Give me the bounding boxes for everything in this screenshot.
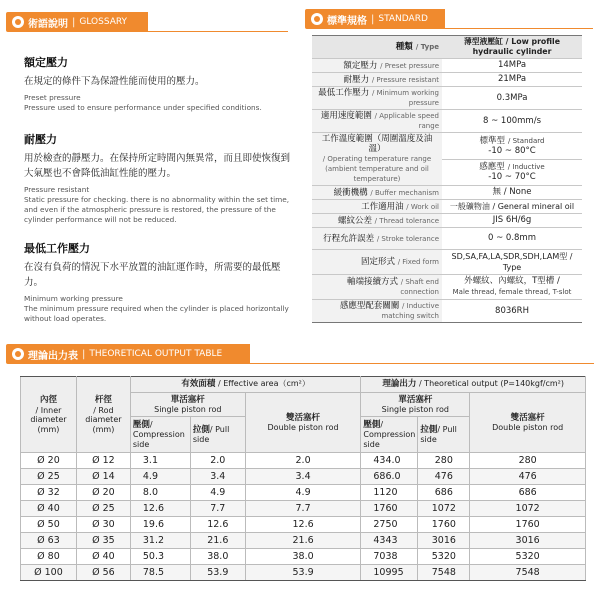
table-cell-a-pull: 3.4: [190, 469, 245, 485]
table-row: [312, 133, 582, 186]
table-cell-o-double: 7548: [470, 565, 586, 581]
table-row: [312, 214, 582, 228]
glossary-header: [6, 12, 148, 32]
table-row: [21, 501, 586, 517]
col-single-en: Single piston rod: [154, 405, 222, 414]
col-area-en: / Effective area（cm²）: [217, 379, 310, 389]
spec-key-zh: 感應型配套關關: [339, 301, 400, 311]
col-double-en: Double piston rod: [267, 423, 339, 432]
spec-key-zh: 工作溫度範圍（周圍溫度及油溫）: [321, 134, 433, 154]
col-area-double: [245, 393, 361, 453]
glossary-item-minimum-working-pressure: [24, 240, 294, 324]
col-single-en: Single piston rod: [381, 405, 449, 414]
table-cell-inner: Ø 63: [21, 533, 77, 549]
table-cell-o-pull: 3016: [418, 533, 470, 549]
table-cell-inner: Ø 25: [21, 469, 77, 485]
table-cell-a-pull: 38.0: [190, 549, 245, 565]
temp-label-zh: 感應型: [479, 161, 505, 172]
table-cell-o-pull: 5320: [418, 549, 470, 565]
table-cell-a-double: 2.0: [245, 453, 361, 469]
spec-key-en: / Work oil: [406, 202, 439, 211]
table-cell-o-comp: 2750: [361, 517, 418, 533]
col-pull-en: / Pull side: [192, 424, 230, 444]
standard-rule: [445, 28, 593, 29]
table-cell-o-comp: 434.0: [361, 453, 418, 469]
spec-key-zh: 螺紋公差: [337, 215, 372, 226]
table-cell-inner: Ø 50: [21, 517, 77, 533]
glossary-item-zh: 用於檢查的靜壓力。在保持所定時間內無異常，而且即使恢復到大氣壓也不會降低油缸性能的壓力。: [24, 153, 291, 179]
spec-key-en: / Stroke tolerance: [376, 234, 439, 243]
table-row: [21, 469, 586, 485]
spec-value: [442, 275, 582, 300]
glossary-item-en: [24, 93, 294, 113]
theoretical-output-table: [20, 376, 586, 581]
table-cell-a-pull: 2.0: [190, 453, 245, 469]
spec-value: 8036RH: [442, 300, 582, 323]
spec-key-zh: 緩衝機構: [333, 187, 368, 198]
col-inner-zh: 內徑: [39, 395, 57, 405]
table-cell-a-comp: 78.5: [130, 565, 190, 581]
table-cell-a-double: 3.4: [245, 469, 361, 485]
table-cell-o-comp: 10995: [361, 565, 418, 581]
header-separator: |: [72, 16, 76, 28]
table-cell-a-comp: 12.6: [130, 501, 190, 517]
table-cell-o-double: 280: [470, 453, 586, 469]
spec-value: 0.3MPa: [442, 87, 582, 110]
gear-icon: [311, 13, 323, 25]
standard-header-zh: 標準規格: [327, 15, 367, 27]
table-cell-o-pull: 1760: [418, 517, 470, 533]
table-cell-inner: Ø 20: [21, 453, 77, 469]
glossary-item-pressure-resistant: [24, 131, 294, 225]
table-row: [21, 533, 586, 549]
spec-value: 14MPa: [442, 59, 582, 73]
spec-key-en: / Thread tolerance: [374, 216, 439, 225]
table-row: [21, 517, 586, 533]
table-row: [312, 87, 582, 110]
glossary-item-preset-pressure: [24, 54, 294, 113]
spec-key-en: / Applicable speed range: [374, 112, 439, 130]
table-row: [312, 228, 582, 250]
glossary-item-en: [24, 185, 294, 225]
spec-key-en: / Type: [415, 43, 439, 51]
table-cell-o-double: 1760: [470, 517, 586, 533]
temp-inductive-label: [442, 162, 582, 172]
col-output-single: [361, 393, 470, 417]
col-output-pull: [418, 417, 470, 453]
col-output-compression: [361, 417, 418, 453]
spec-key-en: / Pressure resistant: [371, 75, 439, 84]
col-output-zh: 理論出力: [382, 379, 417, 390]
glossary-item-title: 最低工作壓力: [24, 242, 90, 255]
col-comp-en: / Compression side: [132, 419, 185, 449]
spec-key: [312, 110, 442, 133]
table-cell-inner: Ø 100: [21, 565, 77, 581]
table-cell-rod: Ø 35: [76, 533, 130, 549]
glossary-item-en-line: Pressure used to ensure performance under specified conditions.: [24, 103, 262, 112]
spec-value: 21MPa: [442, 73, 582, 87]
table-cell-o-pull: 1072: [418, 501, 470, 517]
col-comp-zh: 壓側: [363, 419, 381, 430]
spec-key: [312, 250, 442, 275]
table-cell-o-double: 5320: [470, 549, 586, 565]
table-row: [312, 73, 582, 87]
theoretical-rule: [250, 363, 594, 364]
table-cell-a-comp: 31.2: [130, 533, 190, 549]
table-cell-rod: Ø 20: [76, 485, 130, 501]
table-cell-o-pull: 686: [418, 485, 470, 501]
spec-value-temperature: [442, 133, 582, 186]
table-cell-a-double: 12.6: [245, 517, 361, 533]
table-cell-a-double: 21.6: [245, 533, 361, 549]
spec-key-zh: 適用速度範圍: [320, 111, 372, 121]
table-cell-o-pull: 280: [418, 453, 470, 469]
theoretical-header: [6, 344, 250, 364]
col-effective-area: [130, 377, 361, 393]
temp-standard-value: -10 ~ 80°C: [488, 145, 536, 156]
spec-key-en: / Shaft end connection: [400, 278, 439, 296]
theoretical-header-en: THEORETICAL OUTPUT TABLE: [89, 349, 223, 359]
col-pull-zh: 拉側: [420, 424, 438, 435]
col-pull-zh: 拉側: [192, 424, 210, 435]
table-cell-rod: Ø 30: [76, 517, 130, 533]
table-cell-o-comp: 686.0: [361, 469, 418, 485]
spec-key-zh: 工作適用油: [361, 201, 404, 212]
spec-key: [312, 200, 442, 214]
table-cell-o-pull: 476: [418, 469, 470, 485]
table-cell-o-double: 476: [470, 469, 586, 485]
table-header-row: [21, 377, 586, 393]
spec-key: [312, 214, 442, 228]
col-double-zh: 雙活塞杆: [286, 412, 321, 423]
col-area-zh: 有效面積: [181, 379, 216, 390]
glossary-item-en-line: The minimum pressure required when the cylinder is placed horizontally without load operates.: [24, 304, 289, 323]
table-cell-a-comp: 4.9: [130, 469, 190, 485]
header-separator: |: [82, 348, 86, 360]
table-row: [312, 250, 582, 275]
col-area-compression: [130, 417, 190, 453]
table-row: [21, 485, 586, 501]
spec-value-main: 外螺紋、內螺紋，T型槽 /: [464, 276, 560, 286]
spec-key-zh: 最低工作壓力: [318, 88, 370, 98]
glossary-rule: [148, 31, 288, 32]
table-cell-o-comp: 4343: [361, 533, 418, 549]
table-cell-o-pull: 7548: [418, 565, 470, 581]
theoretical-header-zh: 理論出力表: [28, 350, 78, 362]
spec-value: 一般礦物油 / General mineral oil: [442, 200, 582, 214]
col-single-zh: 單活塞杆: [170, 394, 205, 405]
table-cell-a-double: 4.9: [245, 485, 361, 501]
col-area-single: [130, 393, 245, 417]
spec-key-en: / Preset pressure: [380, 61, 439, 70]
standard-spec-table: [312, 35, 582, 323]
spec-key-zh: 行程允許誤差: [323, 233, 375, 244]
glossary-item-en-line: Minimum working pressure: [24, 294, 123, 303]
table-cell-a-comp: 50.3: [130, 549, 190, 565]
temp-standard-label: [442, 136, 582, 146]
table-cell-a-pull: 53.9: [190, 565, 245, 581]
glossary-header-en: GLOSSARY: [79, 17, 128, 27]
table-cell-o-double: 686: [470, 485, 586, 501]
spec-key: [312, 59, 442, 73]
table-cell-o-double: 3016: [470, 533, 586, 549]
table-cell-o-comp: 1760: [361, 501, 418, 517]
table-cell-a-pull: 7.7: [190, 501, 245, 517]
spec-key-en: / Fixed form: [397, 258, 439, 266]
col-theoretical-output: [361, 377, 586, 393]
temp-label-en: / Standard: [508, 136, 545, 145]
col-inner-en: / Inner diameter (mm): [30, 405, 67, 434]
table-cell-a-pull: 4.9: [190, 485, 245, 501]
table-cell-rod: Ø 25: [76, 501, 130, 517]
col-output-double: [470, 393, 586, 453]
temp-inductive-value: -10 ~ 70°C: [488, 171, 536, 182]
table-cell-inner: Ø 80: [21, 549, 77, 565]
spec-key: [312, 87, 442, 110]
spec-key-zh: 額定壓力: [343, 60, 378, 71]
spec-value: 無 / None: [442, 186, 582, 200]
gear-icon: [12, 16, 24, 28]
header-separator: |: [371, 13, 375, 25]
spec-key: [312, 133, 442, 186]
spec-key-en: / Inductive matching switch: [381, 302, 439, 320]
standard-header: [305, 9, 445, 29]
spec-key-zh: 軸端接續方式: [347, 277, 399, 287]
col-rod-zh: 杆徑: [94, 395, 112, 405]
gear-icon: [12, 348, 24, 360]
spec-value: JIS 6H/6g: [442, 214, 582, 228]
standard-header-en: STANDARD: [378, 14, 428, 24]
col-comp-en: / Compression side: [363, 419, 416, 449]
table-cell-rod: Ø 40: [76, 549, 130, 565]
glossary-item-en: [24, 294, 294, 324]
table-row: [312, 59, 582, 73]
table-cell-a-pull: 21.6: [190, 533, 245, 549]
spec-key: [312, 300, 442, 323]
col-single-zh: 單活塞杆: [398, 394, 433, 405]
table-row: [21, 565, 586, 581]
table-cell-o-comp: 7038: [361, 549, 418, 565]
col-pull-en: / Pull side: [420, 424, 457, 444]
table-row: [312, 275, 582, 300]
spec-key-zh: 種類: [395, 42, 413, 52]
table-cell-a-comp: 19.6: [130, 517, 190, 533]
glossary-item-en-line: Preset pressure: [24, 93, 81, 102]
spec-key: [312, 275, 442, 300]
spec-key: [312, 186, 442, 200]
spec-key-en: / Minimum working pressure: [371, 89, 439, 107]
glossary-item-zh: 在規定的條件下為保證性能而使用的壓力。: [24, 76, 205, 87]
table-row: [312, 200, 582, 214]
table-cell-o-comp: 1120: [361, 485, 418, 501]
table-cell-a-double: 38.0: [245, 549, 361, 565]
col-comp-zh: 壓側: [132, 419, 150, 430]
table-cell-a-comp: 3.1: [130, 453, 190, 469]
theoretical-table-body: [21, 453, 586, 581]
table-row: [21, 549, 586, 565]
table-cell-inner: Ø 32: [21, 485, 77, 501]
spec-value: 薄型液壓缸 / Low profile hydraulic cylinder: [442, 36, 582, 59]
table-row: [312, 300, 582, 323]
table-cell-a-double: 53.9: [245, 565, 361, 581]
col-double-zh: 雙活塞杆: [510, 412, 545, 423]
table-cell-a-comp: 8.0: [130, 485, 190, 501]
glossary-item-title: 額定壓力: [24, 56, 68, 69]
spec-value-sub: Male thread, female thread, T-slot: [452, 288, 572, 296]
table-cell-a-pull: 12.6: [190, 517, 245, 533]
table-row: [312, 110, 582, 133]
temp-label-en: / Inductive: [507, 162, 545, 171]
temp-label-zh: 標準型: [479, 135, 506, 146]
table-cell-inner: Ø 40: [21, 501, 77, 517]
col-inner-diameter: [21, 377, 77, 453]
table-row: [312, 186, 582, 200]
col-rod-diameter: [76, 377, 130, 453]
spec-key-zh: 耐壓力: [343, 74, 370, 85]
spec-value: 8 ~ 100mm/s: [442, 110, 582, 133]
col-output-en: / Theoretical output (P=140kgf/cm²): [418, 379, 564, 389]
spec-key: [312, 73, 442, 87]
table-cell-rod: Ø 56: [76, 565, 130, 581]
spec-key-en: / Buffer mechanism: [370, 188, 439, 197]
col-double-en: Double piston rod: [492, 423, 564, 432]
col-rod-en: / Rod diameter (mm): [85, 405, 122, 434]
spec-value: 0 ~ 0.8mm: [442, 228, 582, 250]
spec-key: [312, 228, 442, 250]
table-row: [312, 36, 582, 59]
glossary-header-zh: 術語說明: [28, 18, 68, 30]
spec-key-zh: 固定形式: [361, 257, 396, 267]
table-cell-rod: Ø 14: [76, 469, 130, 485]
table-row: [21, 453, 586, 469]
spec-value: SD,SA,FA,LA,SDR,SDH,LAM型 / Type: [442, 250, 582, 275]
table-cell-a-double: 7.7: [245, 501, 361, 517]
glossary-item-title: 耐壓力: [24, 133, 57, 146]
col-area-pull: [190, 417, 245, 453]
table-cell-o-double: 1072: [470, 501, 586, 517]
spec-key-en: / Operating temperature range (ambient temperature and oil temperature): [322, 155, 432, 183]
glossary-item-zh: 在沒有負荷的情況下水平放置的油缸運作時，所需要的最低壓力。: [24, 262, 281, 288]
spec-key: [312, 36, 442, 59]
table-cell-rod: Ø 12: [76, 453, 130, 469]
glossary-item-en-line: Static pressure for checking. there is no abnormality within the set time, and even if the atmospheric pressure is restored, the pressure of the cylinder performance will not be reduced.: [24, 195, 290, 224]
glossary-item-en-line: Pressure resistant: [24, 185, 90, 194]
